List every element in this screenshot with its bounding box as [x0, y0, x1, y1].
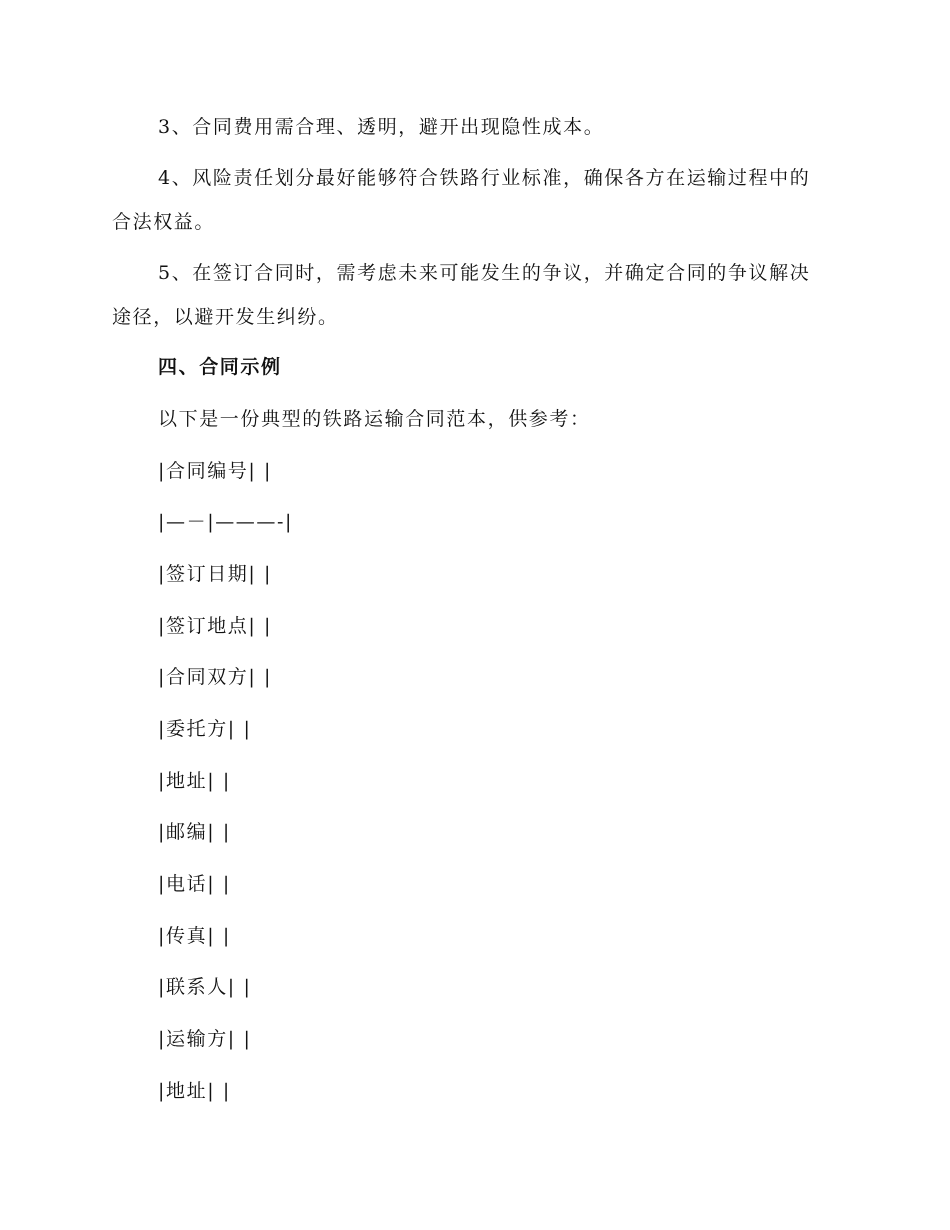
table-row: |地址| |	[158, 1080, 231, 1102]
table-row: |合同编号| |	[158, 460, 273, 482]
table-row: |联系人| |	[158, 976, 252, 998]
table-row: |传真| |	[158, 925, 231, 947]
list-item-4: 4、风险责任划分最好能够符合铁路行业标准，确保各方在运输过程中的合法权益。	[112, 167, 811, 233]
intro-text: 以下是一份典型的铁路运输合同范本，供参考：	[158, 408, 591, 430]
table-row: |委托方| |	[158, 718, 252, 740]
table-row: |—－|———-|	[158, 511, 294, 533]
table-row: |签订地点| |	[158, 615, 273, 637]
table-row: |电话| |	[158, 873, 231, 895]
table-row: |邮编| |	[158, 821, 231, 843]
table-row: |地址| |	[158, 770, 231, 792]
table-row: |合同双方| |	[158, 666, 273, 688]
list-item-5: 5、在签订合同时，需考虑未来可能发生的争议，并确定合同的争议解决途径，以避开发生纠纷。	[112, 262, 811, 328]
section-heading: 四、合同示例	[158, 356, 282, 378]
list-item-3: 3、合同费用需合理、透明，避开出现隐性成本。	[158, 116, 605, 138]
table-row: |运输方| |	[158, 1028, 252, 1050]
table-row: |签订日期| |	[158, 563, 273, 585]
